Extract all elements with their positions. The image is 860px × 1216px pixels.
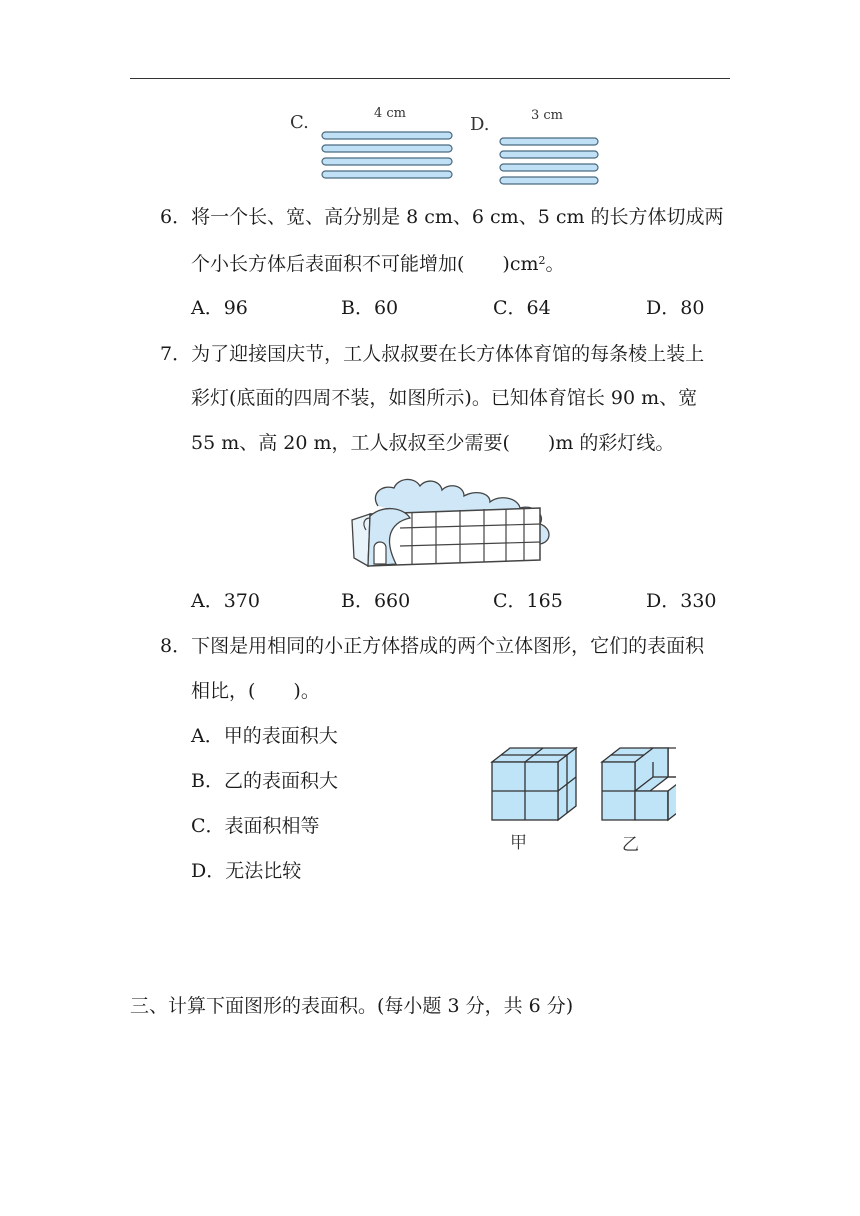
- rod-d-1: [500, 138, 598, 145]
- rods-c: [322, 132, 452, 178]
- figure-label-jia: 甲: [510, 833, 527, 853]
- option-c-dimension: 4 cm: [374, 106, 407, 121]
- q7-option-a[interactable]: A．370: [191, 590, 260, 612]
- top-rule: [130, 78, 730, 79]
- section-3-title: 三、计算下面图形的表面积。(每小题 3 分，共 6 分): [130, 995, 574, 1017]
- figure-label-yi: 乙: [622, 835, 639, 855]
- q8-line1: 8．下图是用相同的小正方体搭成的两个立体图形，它们的表面积: [160, 635, 705, 657]
- gymnasium-illustration: [340, 474, 565, 572]
- q7-option-b[interactable]: B．660: [341, 590, 411, 612]
- rod-c-3: [322, 158, 452, 165]
- q8-option-c[interactable]: C．表面积相等: [191, 815, 320, 837]
- q7-option-d[interactable]: D．330: [646, 590, 717, 612]
- rod-c-2: [322, 145, 452, 152]
- rod-d-2: [500, 151, 598, 158]
- rod-d-3: [500, 164, 598, 171]
- q8-line2: 相比，( )。: [191, 680, 320, 702]
- q6-line2: [191, 252, 565, 276]
- cube-yi: [602, 748, 676, 820]
- rods-figure: [318, 128, 608, 188]
- rod-c-1: [322, 132, 452, 139]
- q6-superscript: 2: [538, 254, 546, 267]
- rods-d: [500, 138, 598, 184]
- option-c-label: C.: [290, 112, 309, 133]
- option-d-dimension: 3 cm: [531, 108, 564, 123]
- q8-option-d[interactable]: D．无法比较: [191, 860, 302, 882]
- q6-option-b[interactable]: B．60: [341, 297, 399, 319]
- rod-c-4: [322, 171, 452, 178]
- q6-line2-text: 个小长方体后表面积不可能增加( )cm: [191, 253, 539, 275]
- cube-figures: [486, 744, 676, 826]
- q7-line3: 55 m、高 20 m，工人叔叔至少需要( )m 的彩灯线。: [191, 432, 675, 454]
- cube-jia: [492, 748, 576, 820]
- q7-line2: 彩灯(底面的四周不装，如图所示)。已知体育馆长 90 m、宽: [191, 387, 698, 409]
- q6-line1: 6．将一个长、宽、高分别是 8 cm、6 cm、5 cm 的长方体切成两: [160, 206, 724, 228]
- q8-option-a[interactable]: A．甲的表面积大: [191, 725, 338, 747]
- q7-line1: 7．为了迎接国庆节，工人叔叔要在长方体体育馆的每条棱上装上: [160, 343, 705, 365]
- q6-option-c[interactable]: C．64: [493, 297, 551, 319]
- rod-d-4: [500, 177, 598, 184]
- q7-option-c[interactable]: C．165: [493, 590, 563, 612]
- q6-option-d[interactable]: D．80: [646, 297, 705, 319]
- option-d-label: D.: [470, 114, 490, 135]
- q6-line2-end: 。: [545, 253, 565, 275]
- q8-option-b[interactable]: B．乙的表面积大: [191, 770, 338, 792]
- q6-option-a[interactable]: A．96: [191, 297, 248, 319]
